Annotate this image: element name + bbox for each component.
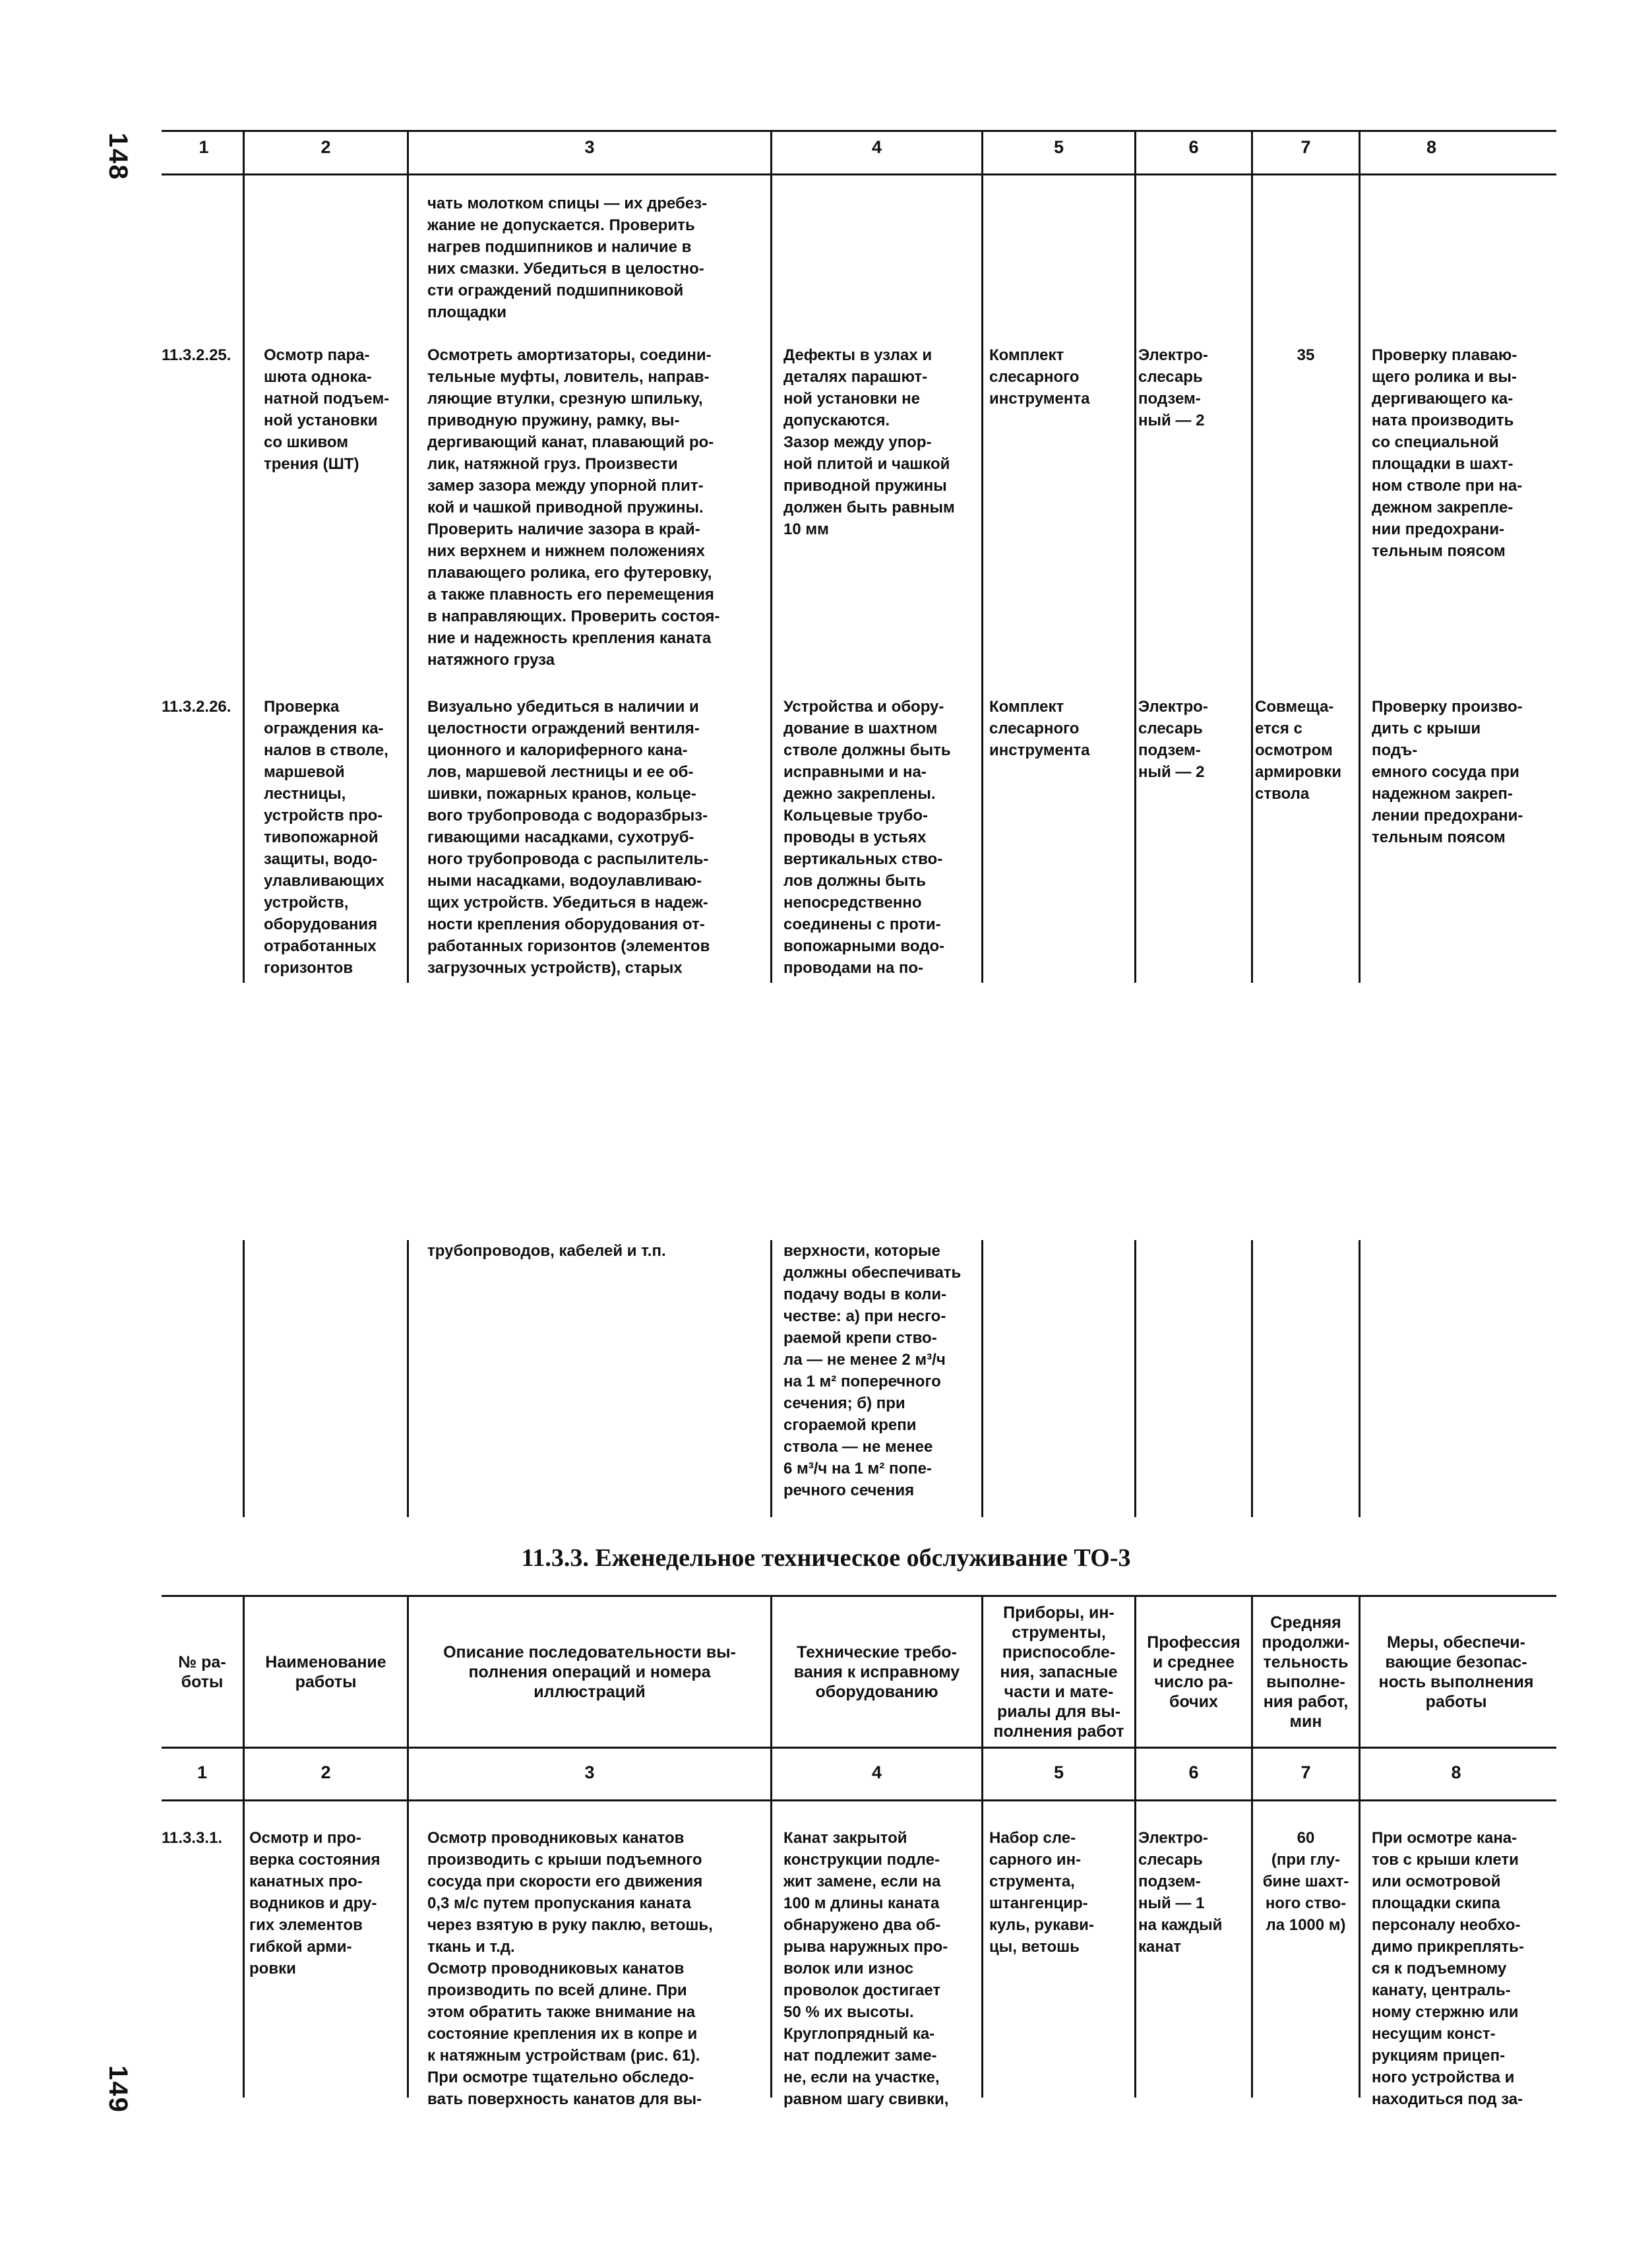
top-col-divider (407, 132, 409, 983)
bottom-col-number-3: 3 (584, 1762, 595, 1782)
bottom-col-number-8: 8 (1451, 1762, 1461, 1782)
row-requirements: Дефекты в узлах и деталях парашют- ной установки не допускаются. Зазор между упор- ной плитой и чашкой приводной пружины должен быть равным 10 мм (783, 346, 955, 538)
bottom-col-number-7: 7 (1300, 1762, 1311, 1782)
mid-col-divider (770, 1240, 772, 1517)
mid-col-divider (1359, 1240, 1361, 1517)
top-col-divider (1251, 132, 1253, 983)
requirements-line: сгораемой крепи (783, 1416, 917, 1434)
top-col-divider (981, 132, 983, 983)
requirements-line: честве: а) при несго- (783, 1307, 946, 1325)
page-number-top: 148 (103, 133, 133, 181)
row-tools: Комплект слесарного инструмента (989, 698, 1090, 759)
row-requirements: Устройства и обору- дование в шахтном стволе должны быть исправными и на- дежно закреплены. Кольцевые трубо- проводы в устьях вертикальных ство- лов должны быть непосредственно соединены с проти- вопожарными водо- проводами на по- (783, 698, 951, 977)
requirements-line: верхности, которые (783, 1242, 940, 1260)
mid-col-divider (243, 1240, 245, 1517)
top-col-number-7: 7 (1300, 137, 1311, 157)
top-col-number-5: 5 (1053, 137, 1064, 157)
row-duration: 35 (1297, 346, 1315, 364)
top-table-rule-header (162, 173, 1556, 175)
header-staff: Профессия и среднее число ра- бочих (1147, 1633, 1240, 1711)
top-col-number-2: 2 (321, 137, 331, 157)
top-col-divider (1359, 132, 1361, 983)
row-duration: 60 (при глу- бине шахт- ного ство- ла 1000 м) (1262, 1829, 1349, 1934)
bottom-table-rule-top (162, 1595, 1556, 1597)
bottom-col-number-4: 4 (871, 1762, 882, 1782)
mid-col-divider (981, 1240, 983, 1517)
top-col-number-1: 1 (199, 137, 209, 157)
header-duration: Средняя продолжи- тельность выполне- ния работ, мин (1262, 1613, 1350, 1731)
mid-col-divider (1134, 1240, 1136, 1517)
requirements-line: подачу воды в коли- (783, 1286, 947, 1303)
top-col-divider (770, 132, 772, 983)
mid-col-divider (407, 1240, 409, 1517)
section-title: 11.3.3. Еженедельное техническое обслуживание ТО-3 (521, 1544, 1131, 1572)
row-staff: Электро- слесарь подзем- ный — 2 (1138, 346, 1208, 429)
row-name: Осмотр и про- верка состояния канатных про- водников и дру- гих элементов гибкой арми- ровки (249, 1829, 381, 1978)
row-description: Осмотр проводниковых канатов производить с крыши подъемного сосуда при скорости его движения 0,3 м/с путем пропускания каната через взятую в руку паклю, ветошь, ткань и т.д. Осмотр проводниковых канатов производить по всей длине. При этом обратить также внимание на состояние крепления их в копре и к натяжным устройствам (рис. 61). При осмотре тщательно обследо- вать поверхность канатов для вы- (427, 1829, 713, 2108)
top-col-number-4: 4 (871, 137, 882, 157)
row-description: Визуально убедиться в наличии и целостности ограждений вентиля- ционного и калориферного кана- лов, маршевой лестницы и ее об- шивки, пожарных кранов, кольце- вого трубопровода с водоразбрыз- гивающими насадками, сухотруб- ного трубопровода с распылитель- ными насадками, водоулавливаю- щих устройств. Убедиться в надеж- ности крепления оборудования от- работанных горизонтов (элементов загрузочных устройств), старых (427, 698, 710, 977)
row-number: 11.3.2.25. (162, 346, 231, 364)
continuation-description: чать молотком спицы — их дребез- жание не допускается. Проверить нагрев подшипников и наличие в них смазки. Убедиться в целостно- сти ограждений подшипниковой площадки (427, 195, 708, 321)
requirements-line: раемой крепи ство- (783, 1329, 937, 1347)
requirements-line: ствола — не менее (783, 1438, 933, 1456)
row-staff: Электро- слесарь подзем- ный — 1 на каждый канат (1138, 1829, 1223, 1956)
row-requirements: Канат закрытой конструкции подле- жит замене, если на 100 м длины каната обнаружено два об- рыва наружных про- волок или износ проволок достигает 50 % их высоты. Круглопрядный ка- нат подлежит заме- не, если на участке, равном шагу свивки, (783, 1829, 949, 2108)
top-col-number-8: 8 (1426, 137, 1437, 157)
middle-description: трубопроводов, кабелей и т.п. (427, 1242, 666, 1260)
row-description: Осмотреть амортизаторы, соедини- тельные муфты, ловитель, направ- ляющие втулки, срезную шпильку, приводную пружину, рамку, вы- дергивающий канат, плавающий ро- лик, натяжной груз. Произвести замер зазора между упорной плит- кой и чашкой приводной пружины. Проверить наличие зазора в край- них верхнем и нижнем положениях плавающего ролика, его футеровку, а также плавность его перемещения в направляющих. Проверить состоя- ние и надежность крепления каната натяжного груза (427, 346, 720, 669)
header-requirements: Технические требо- вания к исправному оборудованию (793, 1643, 960, 1701)
top-table-rule-top (162, 130, 1556, 132)
requirements-line: должны обеспечивать (783, 1264, 962, 1282)
bottom-col-number-1: 1 (197, 1762, 208, 1782)
header-description: Описание последовательности вы- полнения операций и номера иллюстраций (443, 1643, 736, 1701)
bottom-col-number-5: 5 (1053, 1762, 1064, 1782)
bottom-table-rule-numbers (162, 1799, 1556, 1801)
bottom-col-number-6: 6 (1188, 1762, 1199, 1782)
row-safety: При осмотре кана- тов с крыши клети или осмотровой площадки скипа персоналу необхо- димо прикреплять- ся к подъемному канату, централь- ному стержню или несущим конст- рукциям прицеп- ного устройства и находиться под за- (1372, 1829, 1524, 2108)
top-col-number-6: 6 (1188, 137, 1199, 157)
middle-requirements (783, 1240, 980, 1501)
row-safety: Проверку произво- дить с крыши подъ- емного сосуда при надежном закреп- лении предохрани- тельным поясом (1372, 698, 1523, 846)
row-duration: Совмеща- ется с осмотром армировки ствола (1255, 698, 1342, 803)
top-col-divider (243, 132, 245, 983)
row-name: Осмотр пара- шюта однока- натной подъем- ной установки со шкивом трения (ШТ) (264, 346, 390, 473)
bottom-col-number-2: 2 (321, 1762, 331, 1782)
mid-col-divider (1251, 1240, 1253, 1517)
header-number: № ра- боты (178, 1653, 226, 1691)
requirements-line: 6 м³/ч на 1 м² попе- (783, 1460, 932, 1478)
top-col-divider (1134, 132, 1136, 983)
page-number-bottom: 149 (103, 2065, 133, 2113)
row-safety: Проверку плаваю- щего ролика и вы- дергивающего ка- ната производить со специальной площадки в шахт- ном стволе при на- дежном закрепле- нии предохрани- тельным поясом (1372, 346, 1523, 560)
row-name: Проверка ограждения ка- налов в стволе, маршевой лестницы, устройств про- тивопожарной защиты, водо- улавливающих устройств, оборудования отработанных горизонтов (264, 698, 388, 977)
header-name: Наименование работы (265, 1653, 386, 1691)
requirements-line: на 1 м² поперечного (783, 1373, 941, 1390)
requirements-line: сечения; б) при (783, 1394, 905, 1412)
row-tools: Набор сле- сарного ин- струмента, штангенцир- куль, рукави- цы, ветошь (989, 1829, 1094, 1956)
bottom-table-rule-header (162, 1747, 1556, 1749)
top-col-number-3: 3 (584, 137, 595, 157)
header-safety: Меры, обеспечи- вающие безопас- ность выполнения работы (1378, 1633, 1534, 1711)
requirements-line: ла — не менее 2 м³/ч (783, 1351, 946, 1369)
row-staff: Электро- слесарь подзем- ный — 2 (1138, 698, 1208, 781)
row-tools: Комплект слесарного инструмента (989, 346, 1090, 408)
requirements-line: речного сечения (783, 1481, 915, 1499)
row-number: 11.3.2.26. (162, 698, 231, 716)
header-tools: Приборы, ин- струменты, приспособле- ния, запасные части и мате- риалы для вы- полнения работ (993, 1604, 1124, 1741)
row-number: 11.3.3.1. (162, 1829, 223, 1847)
